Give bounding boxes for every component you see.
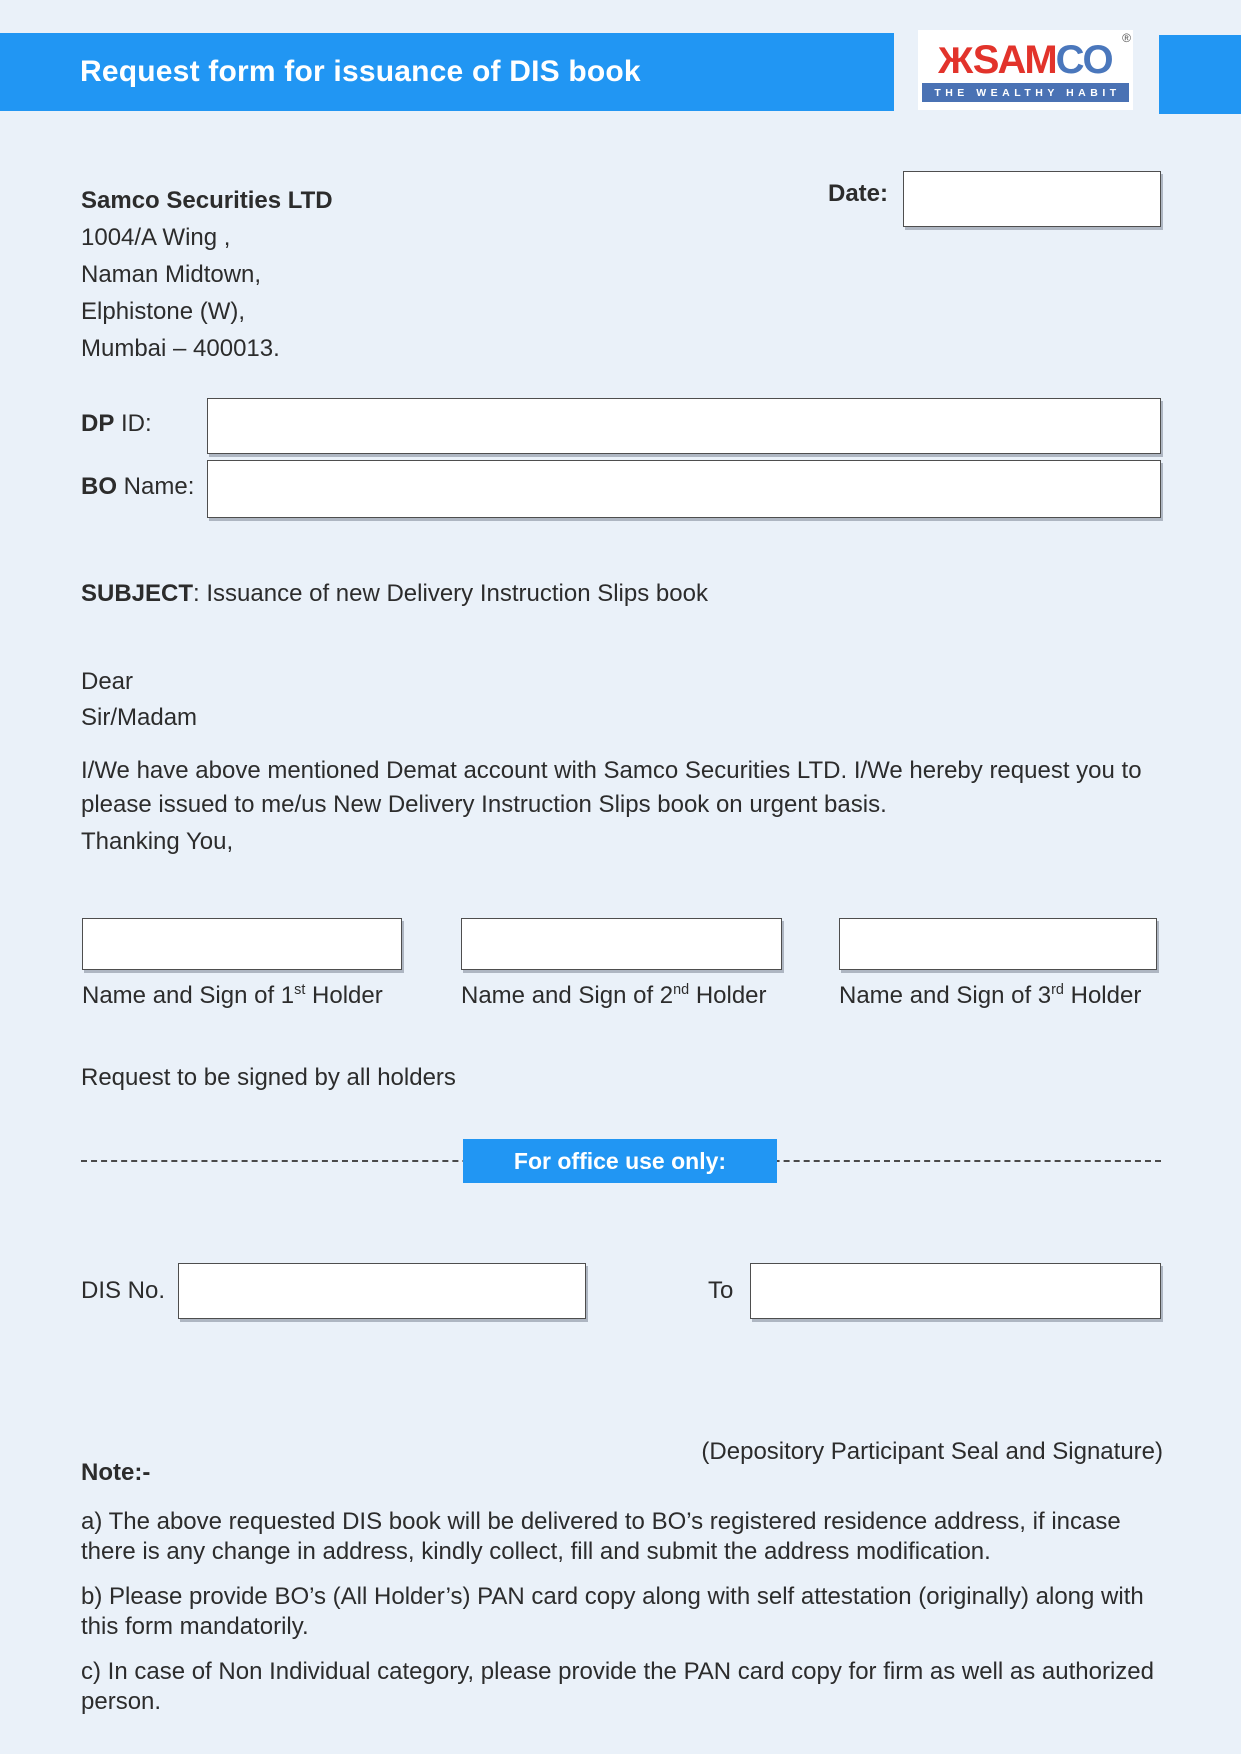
- note-item-b: b) Please provide BO’s (All Holder’s) PAN card copy along with self attestation (originally) along with this form mandatorily.: [81, 1583, 1144, 1640]
- header-right-accent-block: [1159, 35, 1241, 114]
- date-label: Date:: [827, 180, 888, 207]
- signature-box-holder-2[interactable]: [461, 918, 782, 970]
- bo-name-input[interactable]: [207, 460, 1161, 518]
- signature-label-holder-2: Name and Sign of 2nd Holder: [461, 982, 767, 1009]
- address-line: Naman Midtown,: [81, 261, 262, 288]
- closing-text: Thanking You,: [81, 828, 234, 855]
- signature-label-holder-3: Name and Sign of 3rd Holder: [839, 982, 1142, 1009]
- bo-name-label: BO Name:: [81, 473, 195, 500]
- office-use-badge: [463, 1139, 777, 1183]
- company-address-block: [81, 182, 333, 367]
- subject-line: SUBJECT: Issuance of new Delivery Instruction Slips book: [81, 580, 708, 607]
- date-input[interactable]: [903, 171, 1161, 227]
- to-label: To: [708, 1277, 734, 1304]
- address-line: Mumbai – 400013.: [81, 335, 280, 362]
- note-item-c: c) In case of Non Individual category, please provide the PAN card copy for firm as well as authorized person.: [81, 1658, 1154, 1715]
- dis-no-from-input[interactable]: [178, 1263, 586, 1319]
- dis-no-label: DIS No.: [81, 1277, 166, 1304]
- samco-swirl-icon: Ж: [938, 40, 974, 81]
- header-title-bar: [0, 33, 894, 111]
- sign-instruction: Request to be signed by all holders: [81, 1064, 456, 1091]
- logo-tagline: THE WEALTHY HABIT: [922, 83, 1129, 102]
- notes-heading: Note:-: [81, 1459, 151, 1486]
- dp-id-label: DP ID:: [81, 410, 152, 437]
- address-line: 1004/A Wing ,: [81, 224, 231, 251]
- dp-id-input[interactable]: [207, 398, 1161, 454]
- office-use-badge-label: For office use only:: [513, 1147, 727, 1174]
- signature-label-holder-1: Name and Sign of 1st Holder: [82, 982, 383, 1009]
- notes-list: [81, 1507, 1165, 1732]
- logo-text-sam: SAM: [972, 38, 1056, 82]
- company-name: Samco Securities LTD: [81, 187, 333, 214]
- registered-trademark-icon: ®: [1122, 31, 1131, 45]
- page-title: Request form for issuance of DIS book: [80, 55, 641, 88]
- salutation-line: Sir/Madam: [81, 704, 198, 731]
- note-item-a: a) The above requested DIS book will be delivered to BO’s registered residence address, if incase there is any change in address, kindly collect, fill and submit the address modification.: [81, 1508, 1121, 1565]
- dp-seal-signature-note: (Depository Participant Seal and Signature): [701, 1438, 1163, 1465]
- salutation-line: Dear: [81, 668, 134, 695]
- logo-wordmark: [939, 40, 1111, 80]
- dis-no-to-input[interactable]: [750, 1263, 1161, 1319]
- samco-logo: [918, 30, 1133, 110]
- salutation: [81, 664, 197, 736]
- logo-text-co: CO: [1055, 38, 1112, 82]
- signature-box-holder-3[interactable]: [839, 918, 1157, 970]
- request-body-text: I/We have above mentioned Demat account with Samco Securities LTD. I/We hereby request you to please issued to me/us New Delivery Instruction Slips book on urgent basis.: [81, 757, 1142, 818]
- signature-box-holder-1[interactable]: [82, 918, 402, 970]
- address-line: Elphistone (W),: [81, 298, 246, 325]
